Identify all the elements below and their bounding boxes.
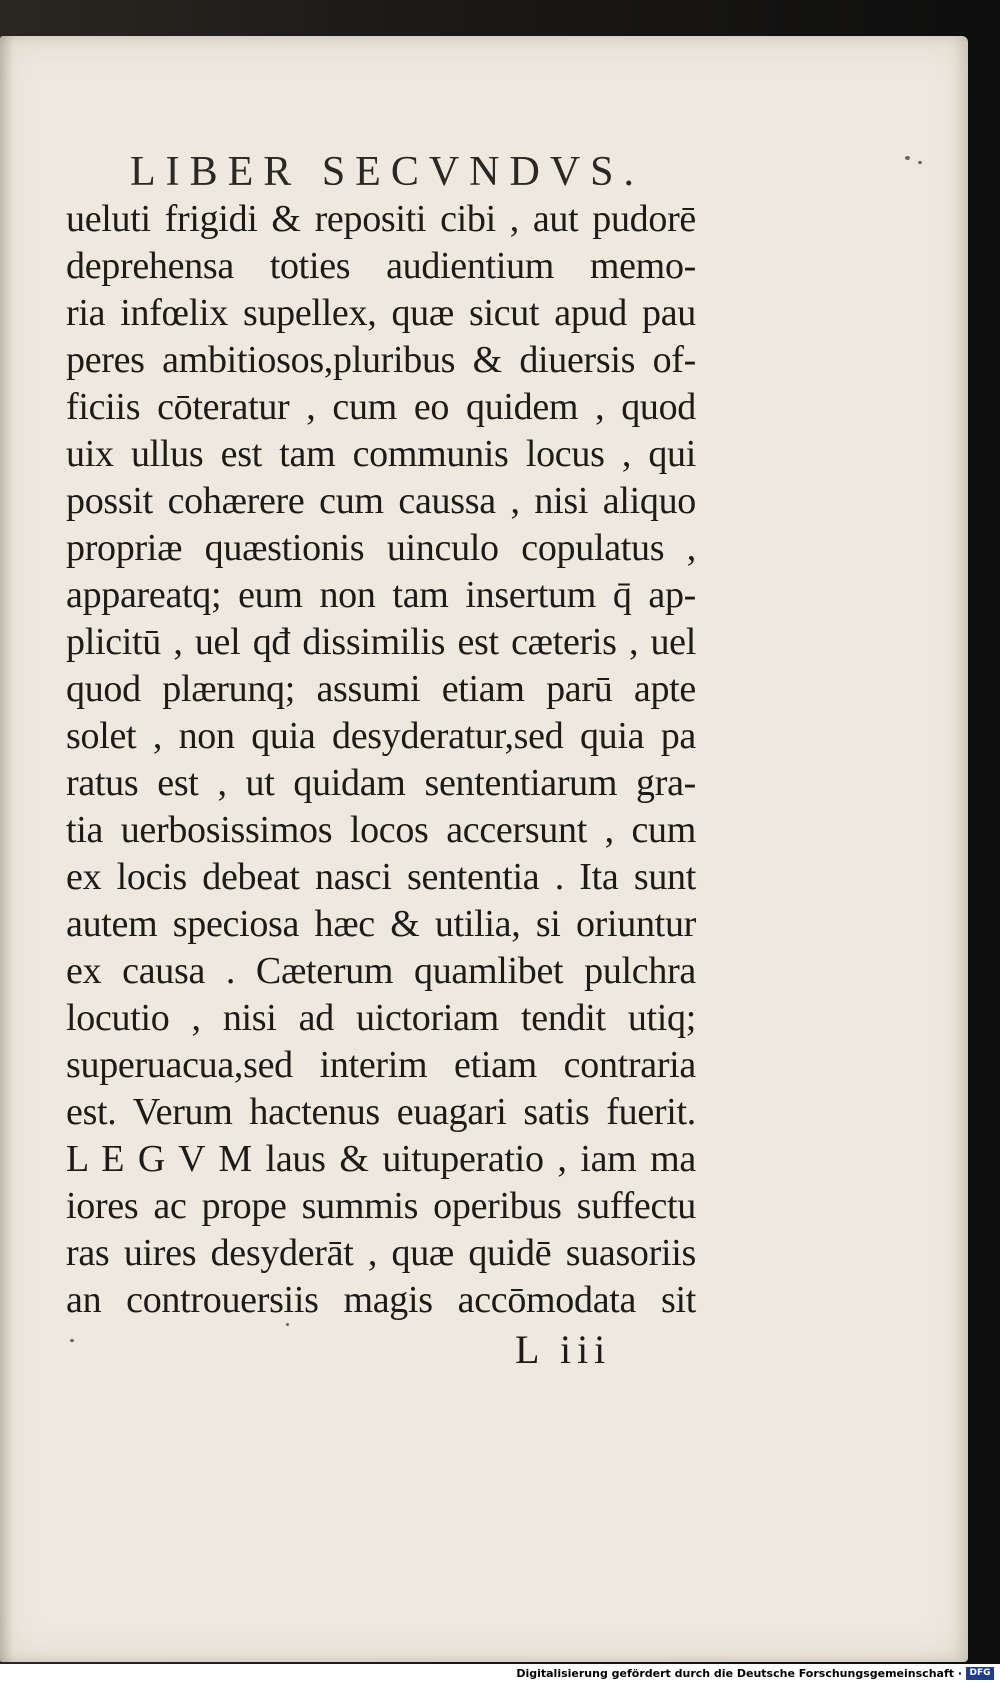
text-line: peres ambitiosos,pluribus & diuersis of- bbox=[66, 339, 696, 381]
text-line: uix ullus est tam communis locus , qui bbox=[66, 433, 696, 475]
text-line: deprehensa toties audientium memo- bbox=[66, 245, 696, 287]
text-line: ex causa . Cæterum quamlibet pulchra bbox=[66, 950, 696, 992]
ink-speck bbox=[905, 156, 910, 160]
footer-credit: Digitalisierung gefördert durch die Deutsche Forschungsgemeinschaft · bbox=[516, 1667, 962, 1680]
text-block bbox=[66, 196, 696, 1324]
text-line: est. Verum hactenus euagari satis fuerit. bbox=[66, 1091, 696, 1133]
text-line: autem speciosa hæc & utilia, si oriuntur bbox=[66, 903, 696, 945]
text-line: ria infœlix supellex, quæ sicut apud pau bbox=[66, 292, 696, 334]
text-line: quod plærunq; assumi etiam parū apte bbox=[66, 668, 696, 710]
book-page bbox=[0, 36, 968, 1662]
text-line: superuacua,sed interim etiam contraria bbox=[66, 1044, 696, 1086]
ink-speck bbox=[286, 1323, 289, 1326]
text-line: locutio , nisi ad uictoriam tendit utiq; bbox=[66, 997, 696, 1039]
dfg-logo-icon: DFG bbox=[966, 1667, 994, 1680]
text-line: propriæ quæstionis uinculo copulatus , bbox=[66, 527, 696, 569]
text-line: ficiis cōteratur , cum eo quidem , quod bbox=[66, 386, 696, 428]
ink-speck bbox=[70, 1339, 74, 1342]
text-line: ras uires desyderāt , quæ quidē suasoriis bbox=[66, 1232, 696, 1274]
signature-mark: L iii bbox=[515, 1327, 612, 1372]
text-line: plicitū , uel qđ dissimilis est cæteris , uel bbox=[66, 621, 696, 663]
text-line: ueluti frigidi & repositi cibi , aut pudorē bbox=[66, 198, 696, 240]
text-line: appareatq; eum non tam insertum q̄ ap- bbox=[66, 574, 696, 616]
running-head: LIBER SECVNDVS. bbox=[130, 149, 645, 195]
text-line: an controuersiis magis accōmodata sit bbox=[66, 1279, 696, 1321]
text-line: L E G V M laus & uituperatio , iam ma bbox=[66, 1138, 696, 1180]
text-line: solet , non quia desyderatur,sed quia pa bbox=[66, 715, 696, 757]
text-line: ex locis debeat nasci sententia . Ita sunt bbox=[66, 856, 696, 898]
text-line: ratus est , ut quidam sententiarum gra- bbox=[66, 762, 696, 804]
ink-speck bbox=[918, 161, 922, 164]
text-line: tia uerbosissimos locos accersunt , cum bbox=[66, 809, 696, 851]
text-line: possit cohærere cum caussa , nisi aliquo bbox=[66, 480, 696, 522]
text-line: iores ac prope summis operibus suffectu bbox=[66, 1185, 696, 1227]
